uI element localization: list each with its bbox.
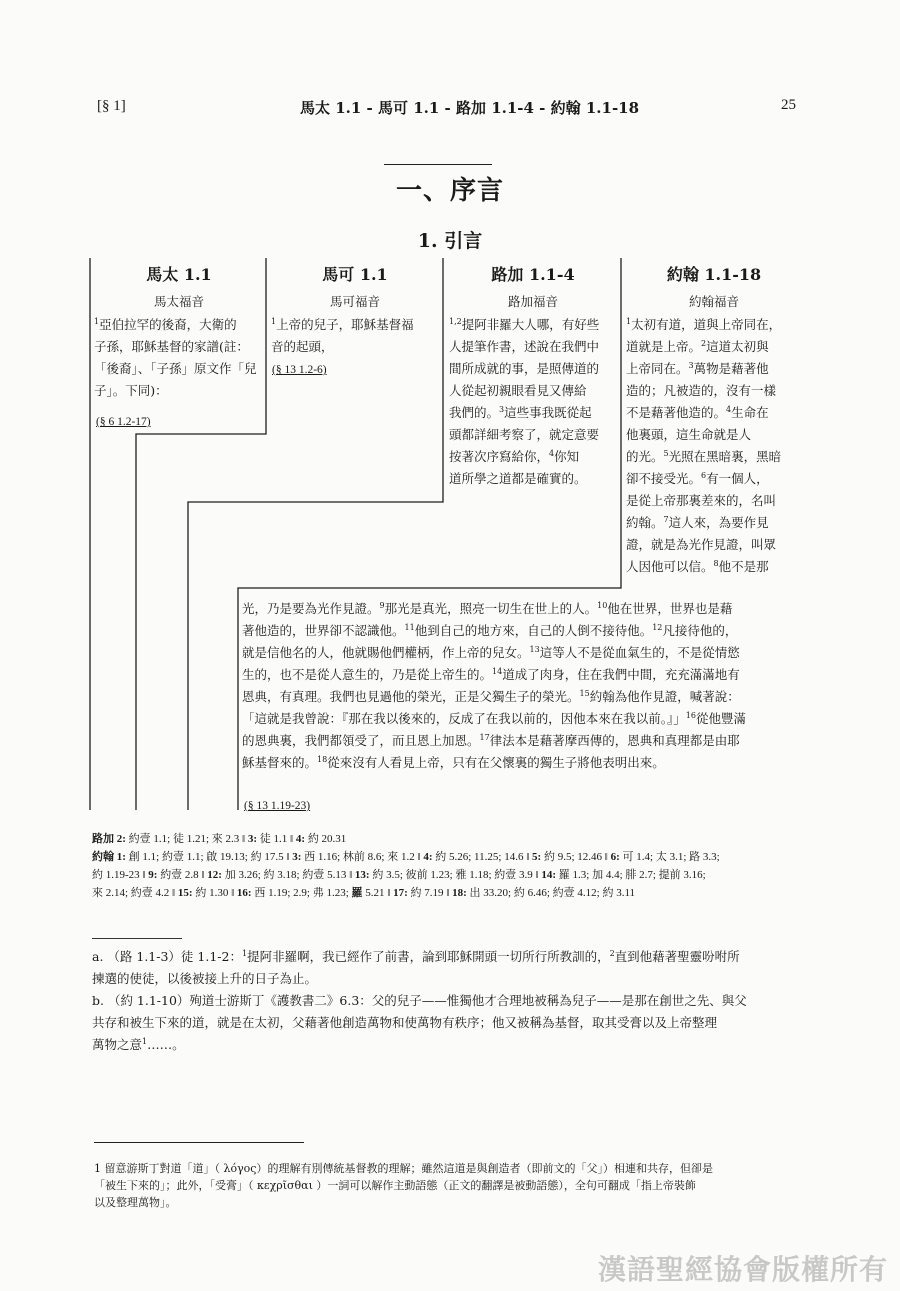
text-line [449,380,619,402]
text-run: 約翰。 [626,515,664,530]
text-run: 1 留意游斯丁對道「道」（ λόγος）的理解有別傳統基督教的理解；雖然這道是與創造者（即前文的「父」）相連和共存，但卻是 [94,1162,713,1175]
parallel-line [92,866,812,884]
text-run: 約 20.31 [305,833,347,845]
verse-number: 7 [663,514,669,524]
text-run: 太初有道，道與上帝同在， [631,317,782,332]
verse-number: 3 [499,404,505,414]
text-run: 可 1.4; 太 3.1; 路 3.3; [619,851,720,863]
verse-number: 1 [94,316,100,326]
text-run: 道所學之道都是確實的。 [449,471,587,486]
parallel-line [92,830,812,848]
text-run: 上帝同在。 [626,361,689,376]
verse-number: 1 [626,316,632,326]
text-run: 提阿非羅大人哪，有好些 [461,317,600,332]
parallel-references [92,830,812,902]
text-run: 道就是上帝。 [626,339,702,354]
verse-number: 5 [663,448,669,458]
text-run: 的恩典裏，我們都領受了，而且恩上加恩。 [242,733,480,748]
text-run: 揀選的使徒，以後被接上升的日子為止。 [92,971,318,986]
reference-label: 16: [236,887,252,899]
verse-number: 1 [142,1036,148,1046]
text-run: 西 1.19; 2.9; 弗 1.23; [251,887,352,899]
reference-label: 4: [295,833,306,845]
note-line [92,990,822,1012]
matthew-title: 馬太 1.1 [146,265,212,284]
text-run: 人從起初親眼看見又傳給 [449,383,587,398]
text-run: 直到他藉著聖靈吩咐所 [614,949,740,964]
text-line [271,336,441,358]
verse-number: 2 [701,338,707,348]
text-run: 以及整理萬物」。 [94,1196,177,1209]
verse-number: 18 [317,754,328,764]
text-run: 律法本是藉著摩西傳的，恩典和真理都是由耶 [489,733,740,748]
text-run: 就是信他名的人，他就賜他們權柄，作上帝的兒女。 [242,645,530,660]
text-run: 「後裔」、「子孫」原文作「兒 [94,361,257,376]
text-run: 這人來，為要作見 [668,515,769,530]
text-run: 間所成就的事，是照傳道的 [449,361,600,376]
text-run: 我們的。 [449,405,500,420]
mark-subtitle: 馬可福音 [329,294,380,309]
verse-number: 6 [701,470,707,480]
text-run: 光照在黑暗裏，黑暗 [668,449,782,464]
text-run: 約 5.26; 11.25; 14.6 ‖ [432,851,533,863]
verse-number: 13 [529,644,540,654]
reference-label: 17: [393,887,408,899]
text-run: 你知 [554,449,580,464]
luke-subtitle: 路加福音 [507,294,558,309]
text-run: 約翰為他作見證，喊著說： [589,689,740,704]
reference-label: 9: [148,869,158,881]
text-run: 約壹 2.8 ‖ [157,869,208,881]
text-line [94,358,264,380]
copyright-watermark: 漢語聖經協會版權所有 [597,1253,888,1286]
matthew-text [94,314,264,402]
text-run: a. （路 1.1-3）徒 1.1-2： [92,949,242,964]
john-text-wide [242,598,804,774]
verse-number: 17 [479,732,490,742]
note-line [92,968,822,990]
text-run: 道成了肉身，住在我們中間，充充滿滿地有 [502,667,740,682]
text-run: 加 3.26; 約 3.18; 約壹 5.13 ‖ [221,869,355,881]
note-line [92,1034,822,1056]
text-line [626,358,802,380]
text-line [242,686,804,708]
text-line [626,468,802,490]
text-line [626,446,802,468]
text-run: 「這就是我曾說：『那在我以後來的，反成了在我以前的，因他本來在我以前。』」 [242,711,686,726]
text-line [242,708,804,730]
section-title: 1. 引言 [417,230,483,252]
mark-text [271,314,441,358]
text-run: 這等人不是從血氣生的，不是從情慾 [539,645,740,660]
verse-number: 15 [579,688,590,698]
note-line [92,946,822,968]
text-run: 約 1.30 ‖ [192,887,237,899]
verse-number: 16 [685,710,696,720]
text-run: 萬物是藉著他 [693,361,769,376]
text-line [242,752,804,774]
text-line [626,512,802,534]
text-line [626,556,802,578]
notes-rule [92,938,182,939]
text-line [242,642,804,664]
reference-label: 18: [452,887,467,899]
text-run: 那光是真光，照亮一切生在世上的人。 [384,601,598,616]
verse-number: 2 [609,948,615,958]
verse-number: 8 [713,558,719,568]
text-run: 5.21 ‖ [362,887,394,899]
text-run: 他裏頭，這生命就是人 [626,427,752,442]
text-line [449,358,619,380]
text-line [626,402,802,424]
reference-label: 3: [292,851,302,863]
text-run: 人因他可以信。 [626,559,714,574]
text-line [449,468,619,490]
text-run: 亞伯拉罕的後裔，大衛的 [99,317,237,332]
text-run: 按著次序寫給你， [449,449,550,464]
john-subtitle: 約翰福音 [688,294,739,309]
text-run: 他不是那 [718,559,769,574]
reference-label: 約翰 1: [92,851,126,863]
text-line [449,314,619,336]
text-line [626,314,802,336]
john-text [626,314,802,578]
text-run: 光，乃是要為光作見證。 [242,601,380,616]
text-run: 頭都詳細考察了，就定意要 [449,427,600,442]
notes [92,946,822,1056]
verse-number: 3 [688,360,694,370]
reference-label: 路加 2: [92,833,126,845]
footnote [94,1160,814,1211]
running-header-title: 馬太 1.1 - 馬可 1.1 - 路加 1.1-4 - 約翰 1.1-18 [300,99,640,117]
footnote-line [94,1160,814,1177]
text-line [449,446,619,468]
text-line [626,534,802,556]
reference-label: 3: [247,833,258,845]
john-cross-reference[interactable]: (§ 13 1.19-23) [244,800,311,812]
text-run: 羅 1.3; 加 4.4; 腓 2.7; 提前 3.16; [556,869,706,881]
text-run: 共存和被生下來的道，就是在太初，父藉著他創造萬物和使萬物有秩序；他又被稱為基督，取其受膏以及上帝整理 [92,1015,718,1030]
text-line [449,424,619,446]
mark-title: 馬可 1.1 [322,265,388,284]
text-run: 約 7.19 ‖ [407,887,453,899]
text-run: 約壹 1.1; 徒 1.21; 來 2.3 ‖ [125,833,248,845]
text-run: 穌基督來的。 [242,755,318,770]
reference-label: 6: [610,851,620,863]
reference-label: 羅 [351,887,363,899]
parallel-line [92,848,812,866]
text-line [449,402,619,424]
footnote-rule [94,1142,304,1143]
text-run: 著他造的，世界卻不認識他。 [242,623,405,638]
text-run: 恩典，有真理。我們也見過他的榮光，正是父獨生子的榮光。 [242,689,580,704]
text-line [449,336,619,358]
text-line [242,620,804,642]
text-run: 「被生下來的」；此外，「受膏」（ κεχρῖσθαι ）一詞可以解作主動語態（正文的翻譯是被動語態），全句可翻成「指上帝裝飾 [94,1179,696,1192]
text-run: 上帝的兒子，耶穌基督福 [276,317,414,332]
text-run: 約 9.5; 12.46 ‖ [541,851,611,863]
text-line [94,380,264,402]
section-marker: [§ 1] [97,98,126,114]
text-run: 出 33.20; 約 6.46; 約壹 4.12; 約 3.11 [466,887,636,899]
text-run: 證，就是為光作見證，叫眾 [626,537,777,552]
verse-number: 11 [404,622,415,632]
text-run: 他在世界，世界也是藉 [607,601,733,616]
verse-number: 14 [492,666,503,676]
text-run: 人提筆作書，述說在我們中 [449,339,600,354]
verse-number: 1 [241,948,248,958]
text-run: 約 1.19-23 ‖ [92,869,149,881]
reference-label: 13: [354,869,370,881]
text-run: 西 1.16; 林前 8.6; 來 1.2 ‖ [301,851,424,863]
text-run: 卻不接受光。 [626,471,702,486]
text-line [626,336,802,358]
john-title: 約翰 1.1-18 [666,265,762,284]
verse-number: 1 [271,316,277,326]
text-line [626,424,802,446]
text-run: 創 1.1; 約壹 1.1; 啟 19.13; 約 17.5 ‖ [125,851,293,863]
footnote-line [94,1194,814,1211]
text-line [94,314,264,336]
page-number: 25 [781,97,796,113]
text-run: 子」。下同)： [94,383,168,398]
luke-text [449,314,619,490]
text-run: 從他豐滿 [695,711,746,726]
text-run: 這些事我既從起 [504,405,592,420]
reference-label: 15: [177,887,193,899]
note-line [92,1012,822,1034]
text-run: 凡接待他的， [662,623,738,638]
text-run: 提阿非羅啊，我已經作了前書，論到耶穌開頭一切所行所教訓的， [247,949,610,964]
text-run: 約 3.5; 彼前 1.23; 雅 1.18; 約壹 3.9 ‖ [369,869,542,881]
reference-label: 5: [532,851,542,863]
verse-number: 9 [379,600,385,610]
text-run: b. （約 1.1-10）殉道士游斯丁《護教書二》6.3：父的兒子——惟獨他才合理地被稱為兒子——是那在創世之先、與父 [92,993,747,1008]
text-run: 是從上帝那裏差來的，名叫 [626,493,777,508]
text-run: 的光。 [626,449,664,464]
text-run: 生的，也不是從人意生的，乃是從上帝生的。 [242,667,493,682]
text-run: 不是藉著他造的。 [626,405,727,420]
text-line [94,336,264,358]
text-run: 他到自己的地方來，自己的人倒不接待他。 [414,623,653,638]
chapter-title: 一、序言 [395,176,504,206]
matthew-subtitle: 馬太福音 [153,294,204,309]
reference-label: 14: [541,869,557,881]
text-run: 有一個人， [706,471,769,486]
verse-number: 4 [726,404,732,414]
text-run: 來 2.14; 約壹 4.2 ‖ [92,887,178,899]
text-run: 徒 1.1 ‖ [257,833,296,845]
text-run: 生命在 [731,405,769,420]
verse-number: 4 [549,448,555,458]
verse-number: 1,2 [449,316,462,326]
text-line [271,314,441,336]
text-line [242,664,804,686]
mark-cross-reference[interactable]: (§ 13 1.2-6) [272,364,327,376]
luke-title: 路加 1.1-4 [491,265,575,284]
text-run: 從來沒有人看見上帝，只有在父懷裏的獨生子將他表明出來。 [327,755,665,770]
text-line [626,380,802,402]
reference-label: 12: [207,869,222,881]
matthew-cross-reference[interactable]: (§ 6 1.2-17) [96,416,151,428]
verse-number: 12 [652,622,663,632]
text-run: 音的起頭， [271,339,334,354]
text-run: 造的；凡被造的，沒有一樣 [626,383,777,398]
text-run: 這道太初與 [706,339,769,354]
parallel-line [92,884,812,902]
verse-number: 10 [597,600,608,610]
text-run: 萬物之意 [92,1037,143,1052]
text-run: ……。 [147,1037,185,1052]
text-line [242,730,804,752]
reference-label: 4: [423,851,433,863]
text-line [626,490,802,512]
footnote-line [94,1177,814,1194]
text-line [242,598,804,620]
text-run: 子孫，耶穌基督的家譜(註： [94,339,249,354]
